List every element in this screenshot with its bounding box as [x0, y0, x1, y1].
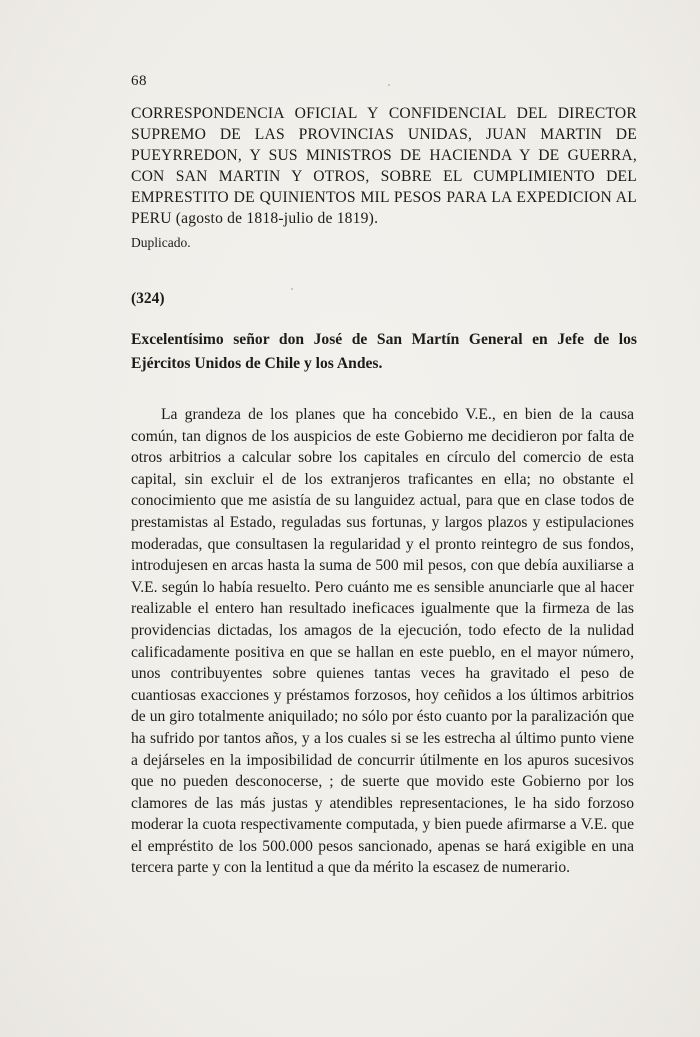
paper-speck [388, 84, 390, 86]
heading-title: CORRESPONDENCIA OFICIAL Y CONFIDENCIAL DEL DIRECTOR SUPREMO DE LAS PROVINCIAS UNIDAS, JUAN MARTIN DE PUEYRREDON, Y SUS MINISTROS DE HACIENDA Y DE GUERRA, CON SAN MARTIN Y OTROS, SOBRE EL CUMPLIMIENTO DEL EMPRESTITO DE QUINIENTOS MIL PESOS PARA LA EXPEDICION AL PERU [131, 105, 637, 227]
document-number: (324) [131, 290, 165, 307]
addressee-line: Excelentísimo señor don José de San Martín General en Jefe de los Ejércitos Unidos de Chile y los Andes. [131, 331, 637, 372]
letter-body: La grandeza de los planes que ha concebido V.E., en bien de la causa común, tan dignos de los auspicios de este Gobierno me decidieron por falta de otros arbitrios a calcular sobre los capitales en círculo del comercio de esta capital, sin excluir el de los extranjeros traficantes en ella; no obstante el conocimiento que me asistía de su languidez actual, para que en clase todos de prestamistas al Estado, reguladas sus fortunas, y largos plazos y estipulaciones moderadas, que consultasen la regularidad y el pronto reintegro de sus fondos, introdujesen en arcas hasta la suma de 500 mil pesos, con que debía auxiliarse a V.E. según lo había resuelto. Pero cuánto me es sensible anunciarle que al hacer realizable el entero han resultado ineficaces igualmente que la firmeza de las providencias dictadas, los amagos de la ejecución, todo efecto de la nulidad calificadamente positiva en que se hallan en este pueblo, en el mayor número, unos contribuyentes sobre quienes tantas veces ha gravitado el peso de cuantiosas exacciones y préstamos forzosos, hoy ceñidos a los últimos arbitrios de un giro totalmente aniquilado; no sólo por ésto cuanto por la paralización que ha sufrido por tantos años, y a los cuales si se les estrecha al último punto viene a dejárseles en la imposibilidad de concurrir útilmente en los apuros sucesivos que no pueden desconocerse, ; de suerte que movido este Gobierno por los clamores de las más justas y atendibles representaciones, le ha sido forzoso moderar la cuota respectivamente computada, y bien puede afirmarse a V.E. que el empréstito de los 500.000 pesos sancionado, apenas se hará exigible en una tercera parte y con la lentitud a que da mérito la escasez de numerario. [131, 406, 634, 877]
page-number: 68 [131, 73, 147, 89]
duplicate-note: Duplicado. [131, 235, 191, 250]
paper-speck [291, 288, 293, 290]
heading-dates: (agosto de 1818-julio de 1819). [175, 210, 379, 227]
document-heading [131, 103, 637, 229]
